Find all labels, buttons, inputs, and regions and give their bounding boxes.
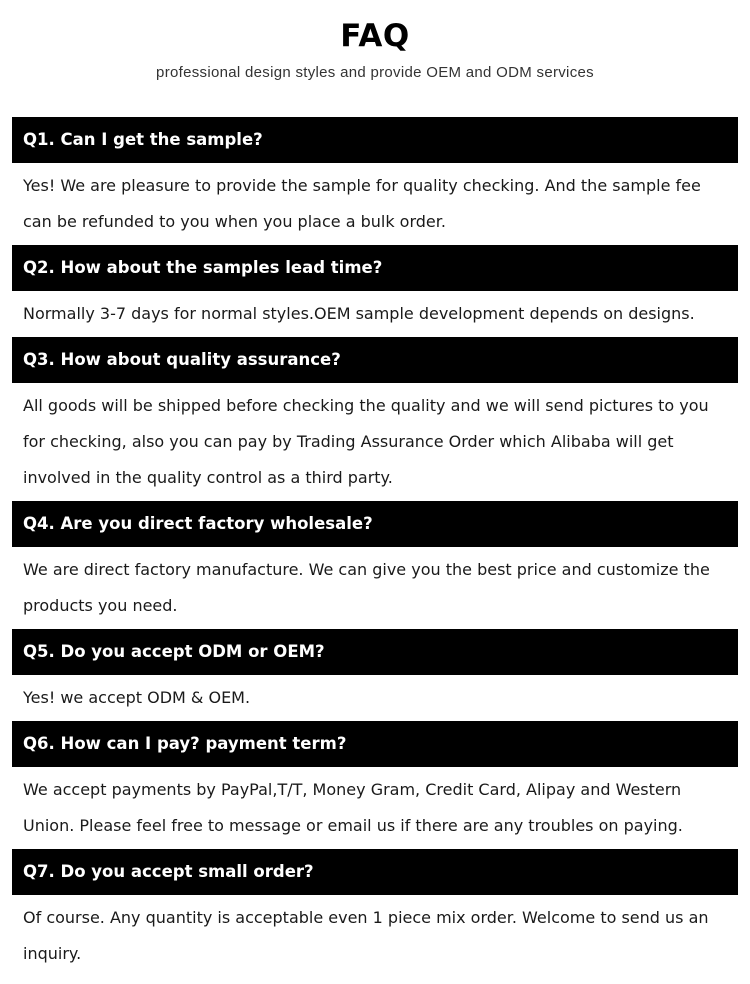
faq-item-4 xyxy=(12,501,738,629)
faq-header xyxy=(0,0,750,83)
faq-question: Q7. Do you accept small order? xyxy=(12,849,738,895)
faq-answer: All goods will be shipped before checking the quality and we will send pictures to you for checking, also you can pay by Trading Assurance Order which Alibaba will get involved in the quality control as a third party. xyxy=(23,396,709,487)
faq-answer: Of course. Any quantity is acceptable even 1 piece mix order. Welcome to send us an inquiry. xyxy=(23,908,709,963)
page-subtitle: professional design styles and provide OEM and ODM services xyxy=(156,64,594,81)
faq-question: Q3. How about quality assurance? xyxy=(12,337,738,383)
faq-item-7 xyxy=(12,849,738,977)
faq-answer: We accept payments by PayPal,T/T, Money Gram, Credit Card, Alipay and Western Union. Please feel free to message or email us if there are any troubles on paying. xyxy=(23,780,683,835)
faq-item-1 xyxy=(12,117,738,245)
faq-question: Q1. Can I get the sample? xyxy=(12,117,738,163)
faq-answer: Yes! we accept ODM & OEM. xyxy=(23,688,251,707)
faq-answer: We are direct factory manufacture. We can give you the best price and customize the products you need. xyxy=(23,560,710,615)
faq-answer: Normally 3-7 days for normal styles.OEM sample development depends on designs. xyxy=(23,304,695,323)
faq-item-2 xyxy=(12,245,738,337)
faq-question: Q2. How about the samples lead time? xyxy=(12,245,738,291)
page-title: FAQ xyxy=(340,18,410,54)
faq-item-5 xyxy=(12,629,738,721)
faq-answer: Yes! We are pleasure to provide the sample for quality checking. And the sample fee can be refunded to you when you place a bulk order. xyxy=(23,176,701,231)
faq-question: Q5. Do you accept ODM or OEM? xyxy=(12,629,738,675)
faq-item-3 xyxy=(12,337,738,501)
faq-question: Q4. Are you direct factory wholesale? xyxy=(12,501,738,547)
faq-item-6 xyxy=(12,721,738,849)
faq-question: Q6. How can I pay? payment term? xyxy=(12,721,738,767)
faq-list xyxy=(12,117,738,977)
